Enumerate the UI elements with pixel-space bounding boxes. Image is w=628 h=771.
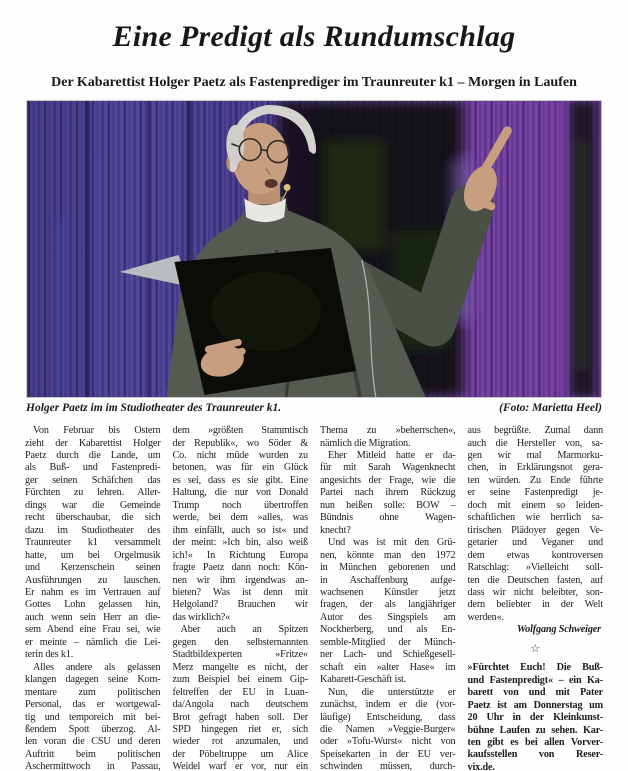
text-line: barett von und mit Pater [467, 687, 603, 699]
text-line: ner Lach- und Schießgesell- [320, 649, 456, 661]
text-line: Aschermittwoch in Passau, [25, 761, 161, 771]
text-line: ßendem Spott überzog. Al- [25, 723, 161, 735]
text-line: er seine Fastenpredigt je- [467, 487, 603, 499]
text-line: für mit Sarah Wagenknecht [320, 462, 456, 474]
photo-caption: Holger Paetz im im Studiotheater des Traunreuter k1. [26, 402, 282, 415]
text-line: Fürchten zu lehren. Aller- [25, 487, 161, 499]
text-line: kaufsstellen von Reser- [467, 749, 603, 761]
text-line: dern beliebter in der Welt [467, 599, 603, 611]
text-line: doch mit einem so leiden- [467, 499, 603, 511]
text-line: Stadtbildexperten »Fritze« [172, 649, 308, 661]
text-line: auch die Hersteller von, sa- [467, 437, 603, 449]
text-line: terin des k1. [25, 649, 74, 661]
text-line: zum Beispiel bei einem Gip- [172, 674, 308, 686]
text-line: in Aschaffenburg aufge- [320, 574, 456, 586]
text-line: Bündnis ohne Wagen- [320, 512, 456, 524]
text-line: schaft ein »alter Hase« im [320, 661, 456, 673]
text-line: und Fastenpredigt« – ein Ka- [467, 674, 603, 686]
text-line: »Fürchtet Euch! Die Buß- [467, 662, 603, 674]
text-line: angesichts der Frage, wie die [320, 474, 456, 486]
text-line: ten die Deutschen fasten, auf [467, 574, 603, 586]
text-line: ger seinen Schäfchen das [25, 474, 161, 486]
text-column [173, 425, 309, 771]
text-column [320, 425, 456, 771]
text-line: Eher Mitleid hatte er da- [328, 450, 456, 461]
text-line: dazu im Studiotheater des [25, 524, 161, 536]
right-curtain-streaks [553, 101, 596, 397]
text-line: schwinden müssen, durch- [320, 761, 456, 771]
text-line: Ausführungen zu lauschen. [25, 574, 161, 586]
text-line: werden«. [467, 611, 504, 623]
photo-caption-row [26, 401, 602, 415]
text-line: bühne Laufen zu sehen. Kar- [467, 724, 603, 736]
text-line: betonen, was für ein Glück [172, 462, 308, 474]
star-separator: ☆ [530, 642, 541, 655]
text-line: Aber auch an Spitzen [180, 624, 308, 636]
text-line: getarier und Veganer und [467, 537, 603, 549]
text-line: Paetz durch die Lande, um [25, 450, 161, 461]
text-line: Ratschlag: »Vielleicht soll- [467, 562, 603, 574]
text-line: Autor des Singspiels am [320, 611, 456, 623]
open-mouth [265, 179, 278, 188]
text-line: nämlich die Migration. [320, 437, 411, 449]
text-line: er meinte – nämlich die Lei- [25, 636, 161, 648]
text-line: werde, bei dem »alles, was [172, 512, 308, 524]
text-line: und Kerzenschein seinen [25, 562, 161, 574]
text-line: ich!« In Richtung Europa [172, 549, 308, 561]
text-line: Und was ist mit den Grü- [328, 537, 456, 549]
text-line: ihm einfällt, auch so ist« und [172, 524, 308, 536]
text-line: vix.de. [467, 761, 495, 771]
text-line: schaftlichen wie herrlich sa- [467, 512, 603, 524]
text-line: 20 Uhr in der Kleinkunst- [467, 712, 603, 724]
text-line: recht überschaubar, die sich [25, 512, 161, 524]
text-line: Helgoland? Brauchen wir [172, 599, 308, 611]
text-line: len voran die CSU und deren [25, 736, 161, 748]
text-line: Weidel warf er vor, nur ein [172, 761, 308, 771]
text-line: Brot gefragt haben soll. Der [172, 711, 308, 723]
text-line: SPD hingegen riet er, sich [172, 723, 308, 735]
text-line: Traunreuter k1 versammelt [25, 537, 161, 549]
text-line: der Pöbeltruppe um Alice [172, 748, 308, 760]
text-line: als Buß- und Fastenpredi- [25, 462, 161, 474]
text-line: auch wenn sein Herr an die- [25, 611, 161, 623]
text-line: ten gibt es bei allen Vorver- [467, 736, 603, 748]
text-line: tig und temporeich mit bei- [25, 711, 161, 723]
text-line: klangen dagegen seine Kom- [25, 674, 161, 686]
text-line: Nun, die unterstützte er [328, 686, 456, 698]
text-line: Speisekarten in der EU ver- [320, 748, 456, 760]
photo-credit: (Foto: Marietta Heel) [499, 402, 602, 415]
stage-photo [26, 100, 602, 398]
text-line: feltreffen der EU in Luan- [172, 686, 308, 698]
text-line: gegen den selbsternannten [172, 636, 308, 648]
text-line: dem »größten Stammtisch [172, 425, 308, 437]
text-line: nen wir ihm irgendwas an- [172, 574, 308, 586]
text-line: aus begrüßte. Zumal dann [467, 425, 603, 437]
article-columns [25, 425, 603, 771]
text-line: zunächst, indem er die (vor- [320, 699, 456, 711]
text-line: der Republik«, wo Söder & [172, 437, 308, 449]
text-line: bieten? Was ist denn mit [172, 586, 308, 598]
text-line: sem Abend eine Frau sei, wie [25, 624, 161, 636]
text-line: wieder rot anzumalen, und [172, 736, 308, 748]
text-column [468, 425, 604, 771]
text-line: nen, könnte man den 1972 [320, 549, 456, 561]
text-line: Nockherberg, und als En- [320, 624, 456, 636]
text-line: Er nahm es im Vertrauen auf [25, 586, 161, 598]
text-line: Thema zu »beherrschen«, [320, 425, 456, 437]
text-line: tirischen Plädoyer gegen Ve- [467, 524, 603, 536]
text-line: Merz mangelte es nicht, der [172, 661, 308, 673]
text-line: dem etwas kontroversen [467, 549, 603, 561]
text-line: Co. nicht müde wurden zu [172, 450, 308, 461]
article-subheadline: Der Kabarettist Holger Paetz als Fastenprediger im Traunreuter k1 – Morgen in Laufen [51, 75, 577, 91]
text-column [25, 425, 161, 771]
text-line: in München geborenen und [320, 562, 456, 574]
text-line: Trump noch übertroffen [172, 499, 308, 511]
text-line: oder »Tofu-Wurst« nicht von [320, 736, 456, 748]
text-line: hatte, um bei Orgelmusik [25, 549, 161, 561]
text-line: läufige) Entscheidung, dass [320, 711, 456, 723]
text-line: nun heißen solle: BOW – [320, 499, 456, 511]
text-line: fragte Paetz dann noch: Kön- [172, 562, 308, 574]
text-line: gen wir mal Marmorku- [467, 450, 603, 461]
text-line: fragen, der als langjähriger [320, 599, 456, 611]
text-line: Alles andere als gelassen [33, 661, 161, 673]
text-line: Paetz ist am Donnerstag um [467, 699, 603, 711]
text-line: Kabarett-Geschäft ist. [320, 674, 407, 686]
text-line: Auftritt beim politischen [25, 748, 161, 760]
text-line: dass wir nicht beleibter, son- [467, 586, 603, 598]
text-line: Haltung, die nur von Donald [172, 487, 308, 499]
stage-photo-illustration [27, 101, 601, 397]
byline: Wolfgang Schweiger [517, 624, 601, 636]
text-line: es sei, dass es sie gibt. Eine [172, 474, 308, 486]
text-line: die Namen »Veggie-Burger« [320, 723, 456, 735]
text-line: wachsenen Künstler jetzt [320, 586, 456, 598]
text-line: da/Angola nach deutschem [172, 699, 308, 711]
text-line: chen, in Erklärungsnot gera- [467, 462, 603, 474]
text-line: Von Februar bis Ostern [33, 425, 161, 437]
text-line: dings war die Gemeinde [25, 499, 161, 511]
text-line: semble-Mitglied der Münch- [320, 636, 456, 648]
text-line: Partei nach ihrem Rückzug [320, 487, 456, 499]
text-line: zieht der Kabarettist Holger [25, 437, 161, 449]
text-line: mentare zum politischen [25, 686, 161, 698]
text-line: das wirklich?« [172, 611, 231, 623]
text-line: ten würden. Zu Ende führte [467, 474, 603, 486]
text-line: Gottes Lohn gelassen hin, [25, 599, 161, 611]
text-line: knecht? [320, 524, 351, 536]
text-line: der meint: »Ich bin, also weiß [172, 537, 308, 549]
article-headline: Eine Predigt als Rundumschlag [112, 20, 516, 53]
text-line: Personal, das er wortgewal- [25, 699, 161, 711]
